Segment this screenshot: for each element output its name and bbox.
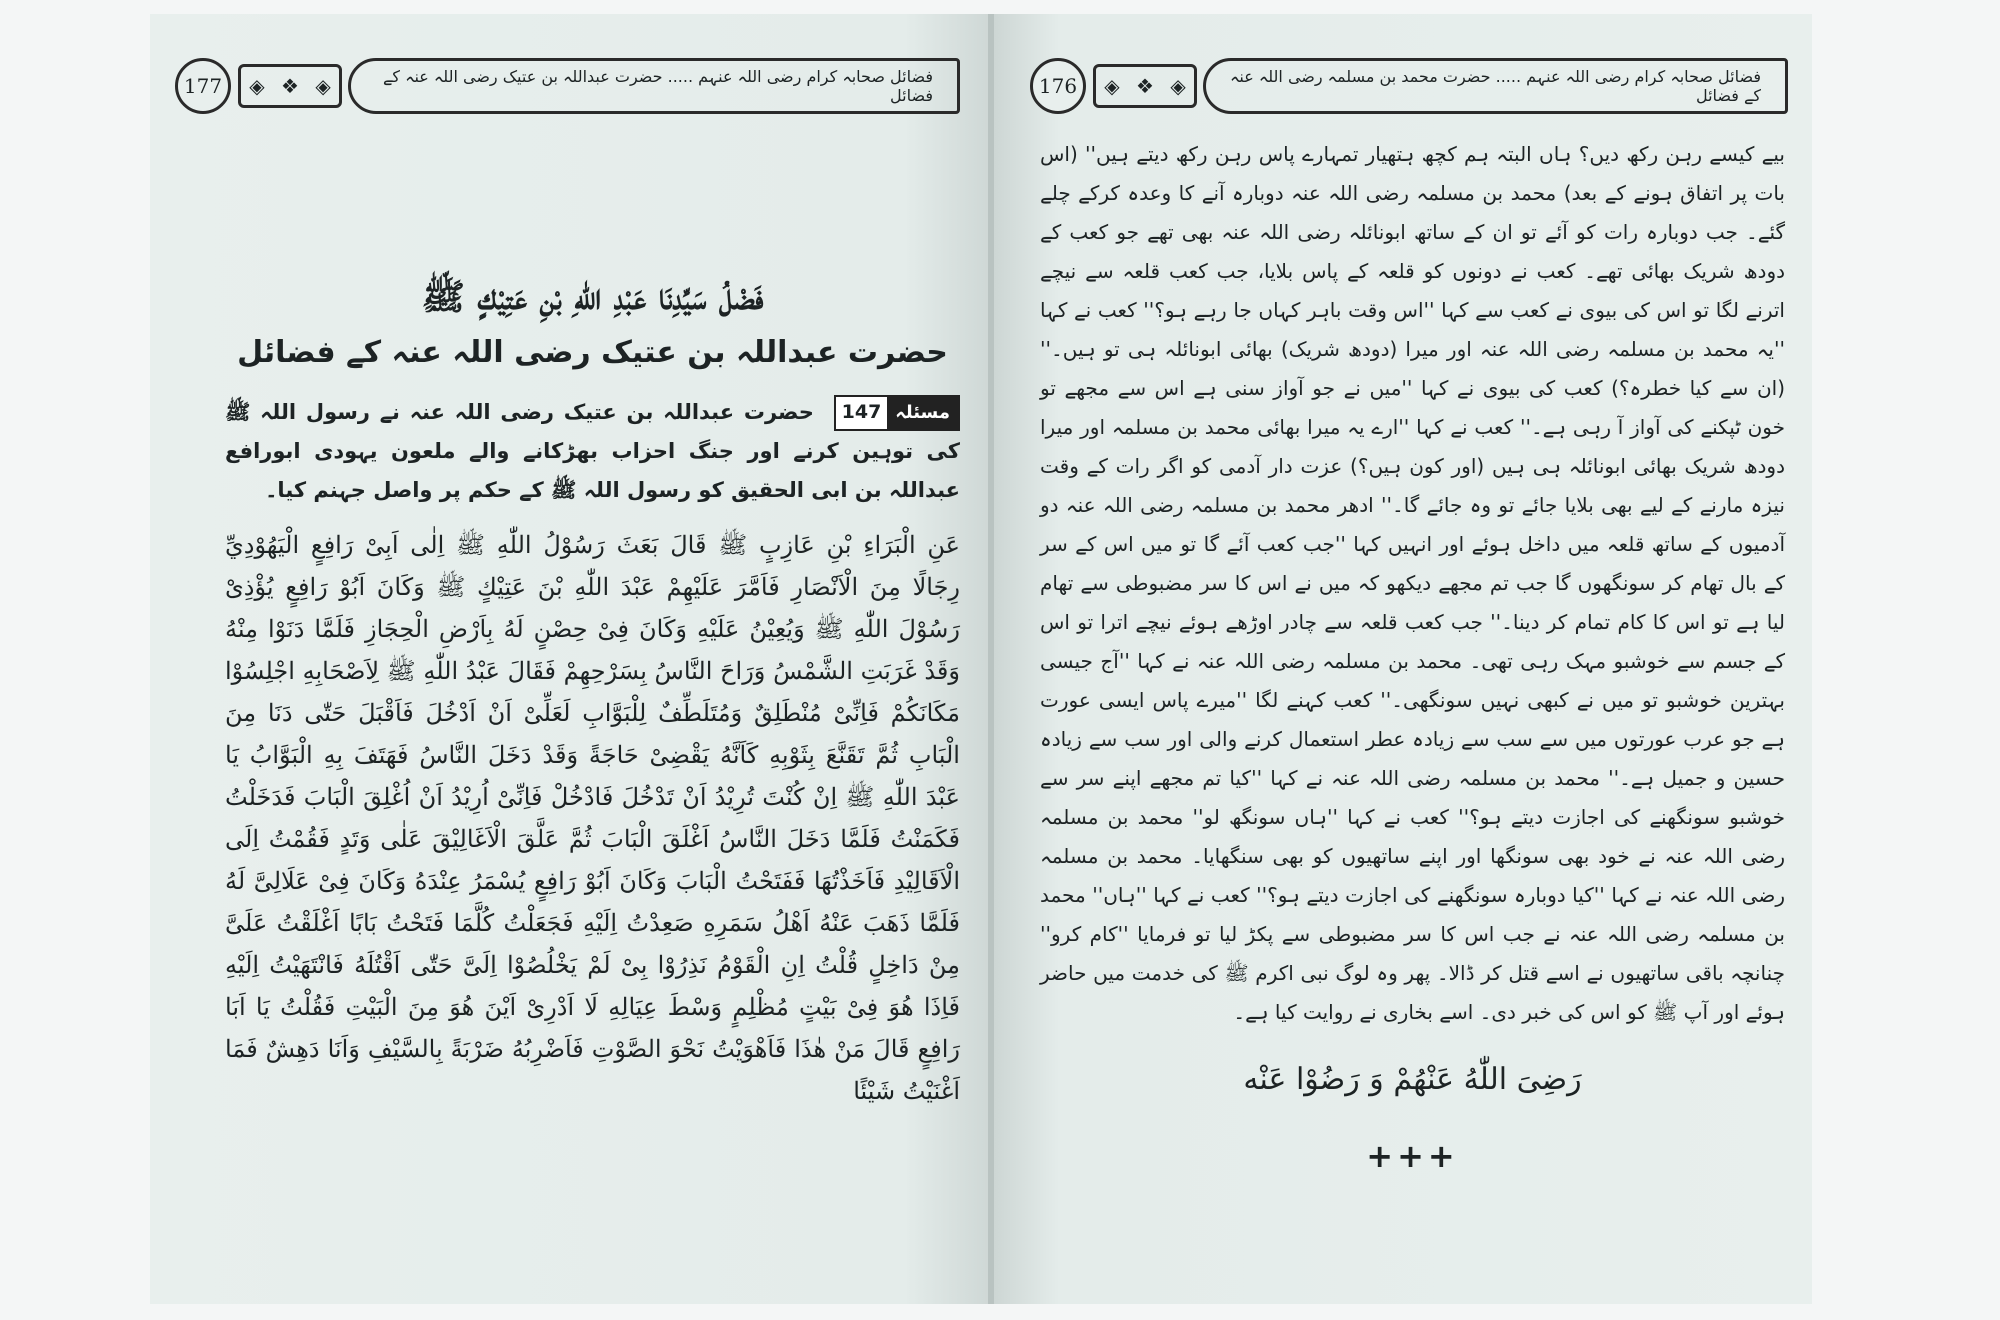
- running-header-text: فضائل صحابہ کرام رضی اللہ عنہم ..... حضرت محمد بن مسلمہ رضی اللہ عنہ کے فضائل: [1230, 67, 1761, 105]
- left-page-body: [225, 270, 960, 1112]
- hadith-line: فَلَمَّا دَخَلَ النَّاسُ اَغْلَقَ الْبَابَ ثُمَّ عَلَّقَ الْاَغَالِيْقَ عَلٰى وَتَدٍ فَقُمْتُ اِلَى الْاَقَالِيْدِ: [225, 824, 960, 895]
- book-gutter: [988, 14, 994, 1304]
- hadith-line: فِىْ بَيْتٍ مُظْلِمٍ وَسْطَ عِيَالِهِ لَا اَدْرِىْ اَيْنَ هُوَ مِنَ الْبَيْتِ فَقُلْتُ يَا اَبَا رَافِعٍ قَالَ مَنْ: [225, 992, 960, 1063]
- narrative-line: بیے کیسے رہن رکھ دیں؟ ہاں البتہ ہم کچھ ہتھیار تمہارے پاس رہن رکھ دیتے ہیں'' (اس بات پر اتفاق: [1040, 142, 1785, 205]
- hadith-line: مَكَانَكُمْ فَاِنِّىْ مُنْطَلِقٌ وَمُتَلَطِّفٌ لِلْبَوَّابِ لَعَلِّىْ اَنْ اَدْخُلَ فَاَقْبَلَ حَتّٰى دَنَا مِنَ الْبَابِ: [225, 698, 960, 769]
- hadith-line: عَنِ الْبَرَاءِ بْنِ عَازِبٍ ﷺ قَالَ بَعَثَ رَسُوْلُ اللّٰهِ ﷺ اِلٰى اَبِىْ رَافِعٍ الْيَهُوْدِيِّ: [225, 530, 960, 559]
- closing-dua: رَضِیَ اللّٰهُ عَنْهُمْ وَ رَضُوْا عَنْه: [1243, 1062, 1582, 1097]
- narrative-line: ''کیا تم مجھے اپنے سر سے خوشبو سونگھنے کی اجازت دیتے ہو؟'' کعب نے کہا ''ہاں سونگھ لو'' محمد بن: [1040, 766, 1785, 829]
- masala-label: مسئلہ: [887, 397, 958, 429]
- masala-line: الحقیق کو رسول اللہ ﷺ کے حکم پر واصل جہنم کیا۔: [265, 477, 804, 502]
- hadith-line: ﷺ اِنْ كُنْتَ تُرِيْدُ اَنْ تَدْخُلَ فَادْخُلْ فَاِنِّىْ اُرِيْدُ اَنْ اُغْلِقَ الْبَابَ فَدَخَلْتُ فَكَمَنْتُ: [225, 782, 960, 853]
- section-title-urdu: حضرت عبداللہ بن عتیک رضی اللہ عنہ کے فضائل: [237, 335, 948, 370]
- hadith-text: [225, 524, 960, 1112]
- narrative-line: کو اگر رات کے وقت نیزہ مارنے کے لیے بھی بلایا جائے تو وہ جائے گا۔'' ادھر محمد بن مسلمہ رضی اللہ عنہ دو آدمیوں: [1040, 454, 1785, 556]
- narrative-line: جب کعب قلعہ سے نیچے اترنے لگا تو اس کی بیوی نے کعب سے کہا ''اس وقت باہر کہاں جا رہے ہو؟'' کعب: [1040, 259, 1785, 322]
- masala-badge: [834, 395, 960, 431]
- masala-text: [225, 393, 960, 510]
- narrative-line: کی بیوی نے کہا ''میں نے جو آواز سنی ہے اس سے مجھے تو خون ٹپکنے کی آواز آ رہی ہے۔'' کعب نے کہا: [1040, 376, 1785, 439]
- narrative-line: کے ساتھ قلعہ میں داخل ہوئے اور انہیں کہا ''جب کعب آئے گا تو میں اس کے سر کے بال تھام کر سونگھوں گا: [1040, 532, 1786, 595]
- header-ornament-icon: ◈ ❖ ◈: [238, 64, 342, 108]
- narrative-line: جب تم مجھے دیکھو کہ میں نے اس کا سر مضبوطی سے تھام لیا ہے تو اس کا کام تمام کر دینا۔'' جب کعب قلعہ سے: [1040, 571, 1785, 634]
- hadith-line: هٰذَا فَاَهْوَيْتُ نَحْوَ الصَّوْتِ فَاَضْرِبُهُ ضَرْبَةً بِالسَّيْفِ وَاَنَا دَهِشٌ فَمَا اَغْنَيْتُ شَيْئًا: [225, 1034, 960, 1105]
- running-header: [348, 58, 960, 114]
- narrative-line: اجازت دیتے ہو؟'' کعب نے کہا ''ہاں'' محمد بن مسلمہ رضی اللہ عنہ نے جب اس کا سر مضبوطی سے پکڑ لیا تو فرمایا: [1040, 883, 1786, 946]
- narrative-line: ہونے کے بعد) محمد بن مسلمہ رضی اللہ عنہ دوبارہ آنے کا وعدہ کرکے چلے گئے۔ جب دوبارہ رات کو آئے تو ان: [1040, 181, 1785, 244]
- narrative-line: مسلمہ رضی اللہ عنہ نے خود بھی سونگھا اور اپنے ساتھیوں کو بھی سنگھایا۔ محمد بن مسلمہ رضی اللہ عنہ نے کہا ''کیا دوبارہ سونگھنے کی: [1040, 805, 1785, 907]
- page-number: 176: [1030, 58, 1086, 114]
- masala-line: جنگ احزاب بھڑکانے والے ملعون یہودی ابورافع عبداللہ بن ابی: [225, 438, 960, 502]
- narrative-text: [1040, 135, 1785, 1032]
- hadith-line: غَرَبَتِ الشَّمْسُ وَرَاحَ النَّاسُ بِسَرْحِهِمْ فَقَالَ عَبْدُ اللّٰهِ ﷺ لِاَصْحَابِهِ اجْلِسُوْا: [225, 656, 917, 685]
- end-mark: +++: [1366, 1137, 1459, 1175]
- narrative-line: چادر اوڑھے ہوئے نیچے اترا تو اس کے جسم سے خوشبو مہک رہی تھی۔ محمد بن مسلمہ رضی اللہ عنہ نے کہا ''آج جیسی: [1040, 610, 1785, 673]
- hadith-line: ذَهَبَ عَنْهُ اَهْلُ سَمَرِهِ صَعِدْتُ اِلَيْهِ فَجَعَلْتُ كُلَّمَا فَتَحْتُ بَابًا اَغْلَقْتُ عَلَىَّ مِنْ: [225, 908, 960, 979]
- hadith-line: دَاخِلٍ قُلْتُ اِنِ الْقَوْمُ نَذِرُوْا بِىْ لَمْ يَخْلُصُوْا اِلَىَّ حَتّٰى اَقْتُلَهُ فَانْتَهَيْتُ اِلَيْهِ فَاِذَا هُوَ: [225, 950, 960, 1021]
- hadith-line: فَاَخَذْتُهَا فَفَتَحْتُ الْبَابَ وَكَانَ اَبُوْ رَافِعٍ يُسْمَرُ عِنْدَهُ وَكَانَ فِىْ عَلَالِىَّ لَهُ فَلَمَّا: [225, 866, 960, 937]
- narrative-line: بہترین خوشبو تو میں نے کبھی نہیں سونگھی۔'' کعب کہنے لگا ''میرے پاس ایسی عورت ہے جو عرب عورتوں میں: [1040, 688, 1785, 751]
- masala-line: حضرت عبداللہ بن عتیک رضی اللہ عنہ نے رسول اللہ ﷺ کی توہین کرنے اور: [225, 400, 961, 463]
- header-ornament-icon: ◈ ❖ ◈: [1093, 64, 1197, 108]
- masala-number: 147: [836, 397, 888, 429]
- hadith-line: ثُمَّ تَقَنَّعَ بِثَوْبِهِ كَاَنَّهُ يَقْضِىْ حَاجَةً وَقَدْ دَخَلَ النَّاسُ فَهَتَفَ بِهِ الْبَوَّابُ يَا عَبْدَ اللّٰهِ: [225, 740, 960, 811]
- hadith-line: رِجَالًا مِنَ الْاَنْصَارِ فَاَمَّرَ عَلَيْهِمْ عَبْدَ اللّٰهِ بْنَ عَتِيْكٍ ﷺ وَكَانَ اَبُوْ رَافِعٍ يُؤْذِىْ: [225, 572, 960, 601]
- running-header-text: فضائل صحابہ کرام رضی اللہ عنہم ..... حضرت عبداللہ بن عتیک رضی اللہ عنہ کے فضائل: [382, 67, 933, 105]
- narrative-line: نے کہا ''یہ محمد بن مسلمہ رضی اللہ عنہ اور میرا (دودھ شریک) بھائی ابونائلہ ہی تو ہیں۔'' (ان سے کیا خطرہ؟) کعب: [1040, 298, 1786, 400]
- hadith-line: رَسُوْلَ اللّٰهِ ﷺ وَيُعِيْنُ عَلَيْهِ وَكَانَ فِىْ حِصْنٍ لَهُ بِاَرْضِ الْحِجَازِ فَلَمَّا دَنَوْا مِنْهُ وَقَدْ: [225, 614, 960, 685]
- narrative-line: سے سب سے زیادہ عطر استعمال کرنے والی اور سب سے زیادہ حسین و جمیل ہے۔'' محمد بن مسلمہ رضی اللہ عنہ نے کہا: [1040, 727, 1785, 790]
- narrative-line: ''ارے یہ میرا بھائی محمد بن مسلمہ اور میرا دودھ شریک بھائی ابونائلہ ہی ہیں (اور کون ہیں؟) عزت دار آدمی: [1040, 415, 1785, 478]
- section-title-arabic: فَضْلُ سَيِّدِنَا عَبْدِ اللّٰهِ بْنِ عَتِيْكٍ ﷺ: [421, 276, 764, 318]
- narrative-line: کے ساتھ ابونائلہ رضی اللہ عنہ بھی تھے جو کعب کے دودھ شریک بھائی تھے۔ کعب نے دونوں کو قلعہ کے پاس بلایا،: [1040, 220, 1786, 283]
- narrative-line: ''کام کرو'' چنانچہ باقی ساتھیوں نے اسے قتل کر ڈالا۔ پھر وہ لوگ نبی اکرم ﷺ کی خدمت میں حاضر: [1040, 922, 1785, 985]
- narrative-line: ہوئے اور آپ ﷺ کو اس کی خبر دی۔ اسے بخاری نے روایت کیا ہے۔: [1233, 1000, 1785, 1024]
- right-page-body: [1040, 135, 1785, 1175]
- running-header: [1203, 58, 1788, 114]
- page-number: 177: [175, 58, 231, 114]
